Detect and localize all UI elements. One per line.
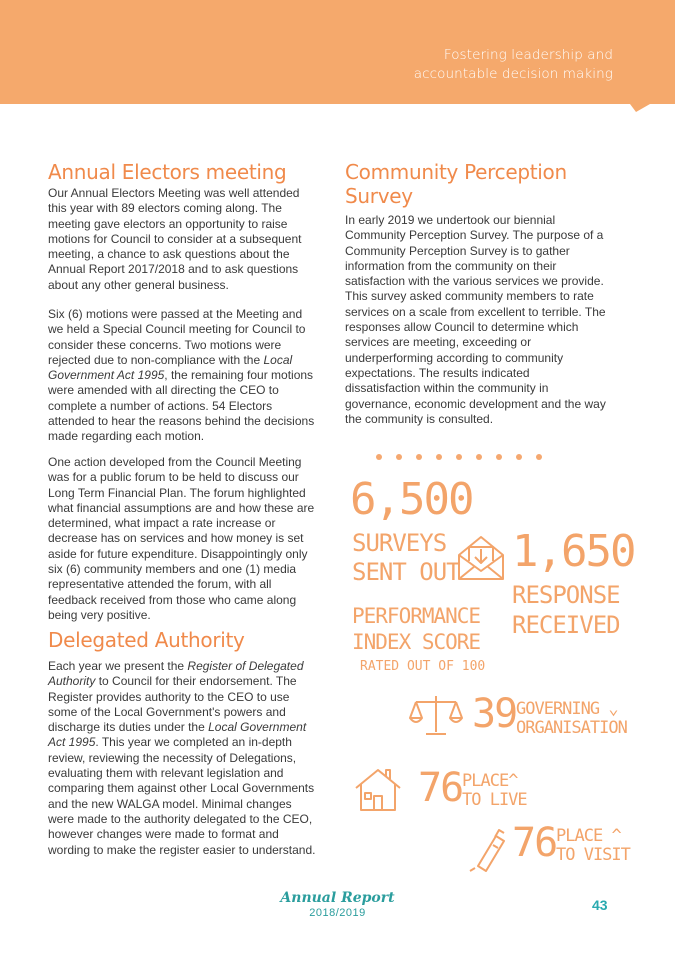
chevron-down-icon: ⌄	[608, 699, 618, 719]
divider-dot	[396, 454, 402, 460]
divider-dot	[376, 454, 382, 460]
performance-index-title-2: INDEX SCORE	[352, 630, 481, 654]
electors-paragraph-1: Our Annual Electors Meeting was well attended this year with 89 electors coming along. The meeting gave electors an opportunity to raise motions for Council to consider at a subsequent meeting, a chance to ask questions about the Annual Report 2017/2018 and to ask questions about any other general business.	[48, 186, 302, 292]
section-tagline	[414, 46, 613, 84]
electors-p2-act: Local Government Act 1995	[48, 352, 293, 383]
delegated-authority-heading: Delegated Authority	[48, 628, 245, 652]
place-to-visit-label-1	[556, 828, 621, 845]
responses-number: 1,650	[512, 526, 635, 577]
place-to-visit-label-1-text: PLACE	[556, 826, 603, 846]
survey-paragraph: In early 2019 we undertook our biennial Community Perception Survey. The purpose of a Community Perception Survey is to gather information from the community on their satisfaction with the various services we provide. This survey asked community members to rate services on a scale from excellent to terrible. The responses allow Council to determine which services are meeting, exceeding or underperforming according to community expectations. The results indicated dissatisfaction within the community in governance, economic development and the way the community is consulted.	[345, 213, 606, 426]
place-to-live-label-1	[462, 773, 517, 790]
divider-dot	[456, 454, 462, 460]
annual-electors-heading: Annual Electors meeting	[48, 160, 287, 184]
place-to-live-score: 76	[418, 765, 463, 811]
divider-dot	[476, 454, 482, 460]
electors-p2-text-b: , the remaining four motions were amended with all directing the CEO to complete a number of actions. 54 Electors attended to hear the reasons behind the decisions made regarding each motion.	[48, 368, 315, 444]
tagline-line-2: accountable decision making	[413, 66, 613, 82]
scales-icon	[408, 692, 464, 743]
governing-score: 39	[472, 691, 517, 737]
delegated-text-a: Each year we present the	[48, 659, 188, 673]
delegated-text-b: to Council for their endorsement. The Register provides authority to the CEO to use some of the Local Government's powers and discharge its duties under the	[48, 674, 297, 735]
place-to-live-label-1-text: PLACE	[462, 771, 509, 791]
annual-report-title: Annual Report	[280, 890, 395, 906]
place-to-visit-score: 76	[512, 820, 557, 866]
surveys-sent-label-2: SENT OUT	[352, 558, 460, 586]
divider-dot	[416, 454, 422, 460]
electors-paragraph-2	[48, 307, 318, 445]
envelope-icon	[455, 533, 507, 588]
house-icon	[352, 766, 404, 817]
responses-label-2: RECEIVED	[512, 611, 620, 639]
governing-label-2: ORGANISATION	[516, 718, 627, 738]
divider-dot	[516, 454, 522, 460]
surveys-sent-number: 6,500	[350, 474, 473, 525]
chevron-up-icon: ^	[611, 826, 621, 846]
community-survey-heading	[345, 160, 567, 208]
place-to-visit-label-2: TO VISIT	[556, 845, 630, 865]
survey-heading-line-1: Community Perception	[345, 160, 567, 184]
chevron-up-icon: ^	[508, 771, 518, 791]
tagline-line-1: Fostering leadership and	[443, 47, 613, 63]
responses-label-1: RESPONSE	[512, 581, 620, 609]
survey-infographic	[340, 448, 635, 878]
performance-index-subtitle: RATED OUT OF 100	[360, 659, 486, 674]
dot-divider	[376, 454, 542, 460]
performance-index-title-1: PERFORMANCE	[352, 604, 481, 628]
electors-paragraph-3: One action developed from the Council Meeting was for a public forum to be held to discuss our Long Term Financial Plan. The forum highlighted what financial assumptions are and how these are determined, what impact a rate increase or decrease has on services and how money is set aside for future expenditure. Disappointingly only six (6) community members and one (1) media representative attended the forum, with all feedback received from those who came along being very positive.	[48, 455, 315, 622]
electors-p2-text-a: Six (6) motions were passed at the Meeting and we held a Special Council meeting for Council to consider these concerns. Two motions were rejected due to non-compliance with the	[48, 307, 306, 367]
survey-heading-line-2: Survey	[345, 184, 413, 208]
register-title: Register of Delegated Authority	[48, 659, 304, 689]
annual-report-year: 2018/2019	[309, 907, 366, 919]
suitcase-icon	[464, 826, 508, 877]
divider-dot	[436, 454, 442, 460]
delegated-act: Local Government Act 1995	[48, 720, 307, 750]
divider-dot	[496, 454, 502, 460]
surveys-sent-label-1: SURVEYS	[352, 529, 447, 557]
delegated-text-c: . This year we completed an in-depth review, reviewing the necessity of Delegations, evaluating them with relevant legislation and comparing them against other Local Governments and the new WALGA model. Minimal changes were made to the authority delegated to the CEO, however changes were made to format and wording to make the register easier to understand.	[48, 735, 316, 857]
governing-label-1	[516, 701, 618, 718]
governing-label-1-text: GOVERNING	[516, 699, 600, 719]
page-number: 43	[592, 897, 608, 913]
place-to-live-label-2: TO LIVE	[462, 790, 527, 810]
delegated-paragraph	[48, 659, 318, 858]
divider-dot	[536, 454, 542, 460]
